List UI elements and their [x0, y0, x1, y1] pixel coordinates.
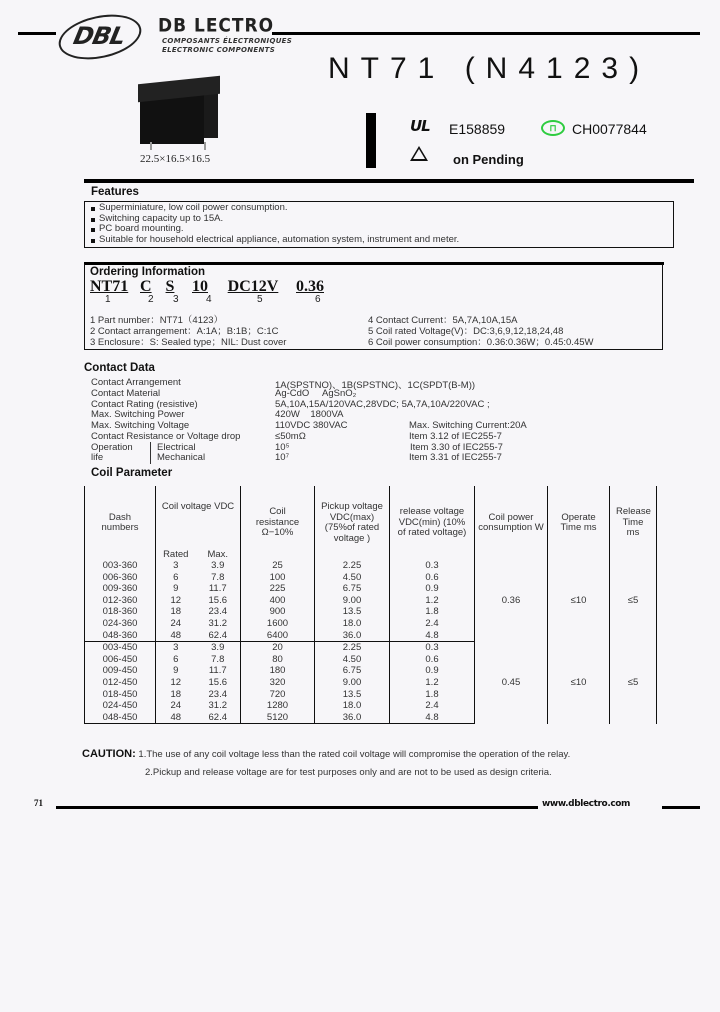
coil-parameter-table — [84, 486, 657, 724]
header-release-voltage: release voltage VDC(min) (10% of rated voltage) — [390, 486, 475, 560]
tuv-triangle-icon — [410, 146, 428, 161]
cell-max: 62.4 — [196, 712, 241, 724]
cell-release: 0.6 — [390, 654, 475, 666]
code-part-voltage: DC12V — [227, 278, 279, 295]
cell-rated: 3 — [156, 642, 196, 654]
contact-value: 1A(SPSTNO)、1B(SPSTNC)、1C(SPDT(B-M)) — [275, 380, 476, 391]
cell-pickup: 13.5 — [315, 689, 390, 701]
cell-release: 1.8 — [390, 689, 475, 701]
cell-resistance: 20 — [241, 642, 315, 654]
cell-resistance: 25 — [241, 560, 315, 572]
header-max: Max. — [196, 544, 241, 560]
cell-dash: 012-450 — [85, 677, 156, 689]
cell-max: 31.2 — [196, 700, 241, 712]
cert-divider-bar — [366, 113, 376, 168]
contact-value: 420W 1800VA — [275, 409, 344, 420]
life-mechanical-label: Mechanical — [157, 452, 206, 463]
cell-dash: 018-450 — [85, 689, 156, 701]
ordering-desc-5: 5 Coil rated Voltage(V)：DC:3,6,9,12,18,24,48 — [368, 326, 564, 337]
contact-value: 110VDC 380VAC — [275, 420, 348, 431]
cell-dash: 048-450 — [85, 712, 156, 724]
cell-resistance: 400 — [241, 595, 315, 607]
cell-rated: 48 — [156, 630, 196, 642]
website-link[interactable]: www.dblectro.com — [542, 799, 631, 809]
ordering-desc-6: 6 Coil power consumption：0.36:0.36W；0.45:0.45W — [368, 337, 594, 348]
relay-product-image — [138, 80, 220, 150]
header-bottom-rule — [84, 179, 694, 183]
cell-dash: 006-450 — [85, 654, 156, 666]
cell-rated: 9 — [156, 665, 196, 677]
caution-text-2: 2.Pickup and release voltage are for test purposes only and are not to be used as design criteria. — [145, 767, 552, 778]
cell-max: 3.9 — [196, 642, 241, 654]
cell-pickup: 18.0 — [315, 700, 390, 712]
cell-operate-time: ≤10 — [548, 642, 610, 724]
life-label-bottom: life — [91, 452, 104, 463]
cell-release-time: ≤5 — [610, 560, 657, 642]
cell-resistance: 180 — [241, 665, 315, 677]
code-part-power: 0.36 — [296, 278, 324, 295]
cell-pickup: 6.75 — [315, 665, 390, 677]
features-list — [85, 202, 673, 245]
cell-pickup: 36.0 — [315, 712, 390, 724]
cell-rated: 9 — [156, 583, 196, 595]
cell-resistance: 320 — [241, 677, 315, 689]
feature-item: Suitable for household electrical appliance, automation system, instrument and meter. — [91, 235, 673, 246]
ordering-desc-4: 4 Contact Current：5A,7A,10A,15A — [368, 315, 518, 326]
cell-dash: 003-450 — [85, 642, 156, 654]
table-row — [85, 560, 657, 572]
code-index: 2 — [148, 294, 154, 305]
brand-subtitle-en: ELECTRONIC COMPONENTS — [162, 46, 276, 54]
cell-max: 15.6 — [196, 677, 241, 689]
coil-group-360 — [85, 560, 657, 642]
contact-value: ≤50mΩ — [275, 431, 306, 442]
cell-rated: 24 — [156, 700, 196, 712]
brand-subtitle-fr: COMPOSANTS ÉLECTRONIQUES — [162, 37, 293, 45]
cqc-cert-number: CH0077844 — [572, 121, 647, 137]
contact-label: Contact Resistance or Voltage drop — [91, 431, 241, 442]
cell-rated: 24 — [156, 618, 196, 630]
contact-label: Contact Arrangement — [91, 377, 181, 388]
cell-release: 1.2 — [390, 595, 475, 607]
contact-value: 5A,10A,15A/120VAC,28VDC; 5A,7A,10A/220VAC ; — [275, 399, 490, 410]
header-release-time: Release Time ms — [610, 486, 657, 560]
cell-rated: 12 — [156, 595, 196, 607]
cell-max: 15.6 — [196, 595, 241, 607]
cell-rated: 3 — [156, 560, 196, 572]
cell-max: 23.4 — [196, 689, 241, 701]
cell-max: 31.2 — [196, 618, 241, 630]
cell-dash: 009-360 — [85, 583, 156, 595]
cell-pickup: 2.25 — [315, 560, 390, 572]
page-number: 71 — [34, 798, 43, 808]
cell-release: 0.3 — [390, 642, 475, 654]
contact-note: Max. Switching Current:20A — [409, 420, 527, 431]
contact-note: Item 3.12 of IEC255-7 — [409, 431, 502, 442]
life-mechanical-value: 10⁷ — [275, 452, 290, 463]
contact-label: Contact Material — [91, 388, 161, 399]
header-dash-numbers: Dash numbers — [85, 486, 156, 560]
code-index: 6 — [315, 294, 321, 305]
cell-pickup: 6.75 — [315, 583, 390, 595]
cell-power: 0.36 — [475, 560, 548, 642]
header-coil-resistance: Coil resistance Ω−10% — [241, 486, 315, 560]
feature-item: PC board mounting. — [91, 224, 673, 235]
cell-pickup: 9.00 — [315, 595, 390, 607]
cell-release: 0.6 — [390, 572, 475, 584]
contact-data-title: Contact Data — [84, 362, 155, 374]
cell-resistance: 5120 — [241, 712, 315, 724]
life-electrical-value: 10⁵ — [275, 442, 290, 453]
cell-resistance: 225 — [241, 583, 315, 595]
coil-parameter-title: Coil Parameter — [91, 467, 173, 479]
contact-label: Max. Switching Power — [91, 409, 185, 420]
header-pickup-voltage: Pickup voltage VDC(max) (75%of rated voltage ) — [315, 486, 390, 560]
header-rule-right — [272, 32, 700, 35]
contact-label: Contact Rating (resistive) — [91, 399, 198, 410]
feature-item: Superminiature, low coil power consumption. — [91, 203, 673, 214]
code-part-current: 10 — [192, 278, 208, 295]
cell-pickup: 2.25 — [315, 642, 390, 654]
cell-max: 11.7 — [196, 583, 241, 595]
code-part-model: NT71 — [90, 278, 129, 295]
life-electrical-label: Electrical — [157, 442, 196, 453]
cell-resistance: 80 — [241, 654, 315, 666]
header-rated: Rated — [156, 544, 196, 560]
header-coil-voltage: Coil voltage VDC — [156, 486, 241, 544]
cell-release: 4.8 — [390, 630, 475, 642]
life-separator — [150, 442, 151, 464]
cell-dash: 009-450 — [85, 665, 156, 677]
cell-dash: 018-360 — [85, 606, 156, 618]
features-title: Features — [91, 186, 139, 198]
cell-max: 62.4 — [196, 630, 241, 642]
cell-release: 1.2 — [390, 677, 475, 689]
cell-max: 3.9 — [196, 560, 241, 572]
cell-dash: 006-360 — [85, 572, 156, 584]
header-operate-time: Operate Time ms — [548, 486, 610, 560]
cell-rated: 6 — [156, 572, 196, 584]
dbl-logo: DBL — [71, 22, 128, 50]
ul-logo-icon: UL — [410, 117, 430, 135]
caution-label: CAUTION: — [82, 748, 136, 760]
cell-pickup: 9.00 — [315, 677, 390, 689]
cell-max: 11.7 — [196, 665, 241, 677]
life-electrical-note: Item 3.30 of IEC255-7 — [410, 442, 503, 453]
life-mechanical-note: Item 3.31 of IEC255-7 — [409, 452, 502, 463]
ordering-title: Ordering Information — [90, 266, 205, 278]
cell-release: 0.9 — [390, 665, 475, 677]
cell-pickup: 18.0 — [315, 618, 390, 630]
cell-dash: 024-450 — [85, 700, 156, 712]
cell-max: 7.8 — [196, 572, 241, 584]
header-rule-left — [18, 32, 56, 35]
product-title: NT71 (N4123) — [328, 52, 651, 85]
feature-item: Switching capacity up to 15A. — [91, 214, 673, 225]
cqc-logo-icon: ⊓ — [541, 120, 565, 136]
cell-pickup: 36.0 — [315, 630, 390, 642]
cell-release: 2.4 — [390, 618, 475, 630]
code-part-arrangement: C — [140, 278, 152, 295]
life-label-top: Operation — [91, 442, 133, 453]
cell-max: 7.8 — [196, 654, 241, 666]
brand-name: DB LECTRO — [158, 15, 275, 37]
code-index: 1 — [105, 294, 111, 305]
ordering-desc-2: 2 Contact arrangement：A:1A；B:1B；C:1C — [90, 326, 279, 337]
cell-rated: 48 — [156, 712, 196, 724]
cell-rated: 18 — [156, 689, 196, 701]
contact-value: Ag-CdO AgSnO₂ — [275, 388, 357, 399]
cell-release: 0.9 — [390, 583, 475, 595]
table-row — [85, 642, 657, 654]
cell-resistance: 6400 — [241, 630, 315, 642]
contact-label: Max. Switching Voltage — [91, 420, 190, 431]
footer-rule-left — [56, 806, 538, 809]
ordering-desc-1: 1 Part number：NT71（4123） — [90, 315, 224, 326]
cell-rated: 12 — [156, 677, 196, 689]
cell-pickup: 4.50 — [315, 572, 390, 584]
code-index: 5 — [257, 294, 263, 305]
caution-line-1 — [82, 748, 570, 760]
code-index: 4 — [206, 294, 212, 305]
product-dimensions: 22.5×16.5×16.5 — [140, 153, 211, 165]
code-index: 3 — [173, 294, 179, 305]
cell-release: 2.4 — [390, 700, 475, 712]
cell-resistance: 720 — [241, 689, 315, 701]
cell-release: 1.8 — [390, 606, 475, 618]
cell-resistance: 100 — [241, 572, 315, 584]
cell-pickup: 13.5 — [315, 606, 390, 618]
features-box — [84, 201, 674, 248]
cell-pickup: 4.50 — [315, 654, 390, 666]
ul-cert-number: E158859 — [449, 121, 506, 137]
cell-release: 0.3 — [390, 560, 475, 572]
cell-dash: 012-360 — [85, 595, 156, 607]
header-coil-power: Coil power consumption W — [475, 486, 548, 560]
caution-text-1: 1.The use of any coil voltage less than the rated coil voltage will compromise the operation of the relay. — [135, 749, 571, 760]
ordering-desc-3: 3 Enclosure：S: Sealed type；NIL: Dust cover — [90, 337, 287, 348]
cell-operate-time: ≤10 — [548, 560, 610, 642]
cell-resistance: 900 — [241, 606, 315, 618]
cell-resistance: 1600 — [241, 618, 315, 630]
cell-release: 4.8 — [390, 712, 475, 724]
cert-pending-status: on Pending — [453, 152, 524, 167]
footer-rule-right — [662, 806, 700, 809]
cell-release-time: ≤5 — [610, 642, 657, 724]
code-part-enclosure: S — [165, 278, 175, 295]
cell-rated: 18 — [156, 606, 196, 618]
cell-dash: 003-360 — [85, 560, 156, 572]
cell-dash: 048-360 — [85, 630, 156, 642]
cell-dash: 024-360 — [85, 618, 156, 630]
cell-resistance: 1280 — [241, 700, 315, 712]
cell-power: 0.45 — [475, 642, 548, 724]
cell-max: 23.4 — [196, 606, 241, 618]
cell-rated: 6 — [156, 654, 196, 666]
coil-group-450 — [85, 642, 657, 724]
